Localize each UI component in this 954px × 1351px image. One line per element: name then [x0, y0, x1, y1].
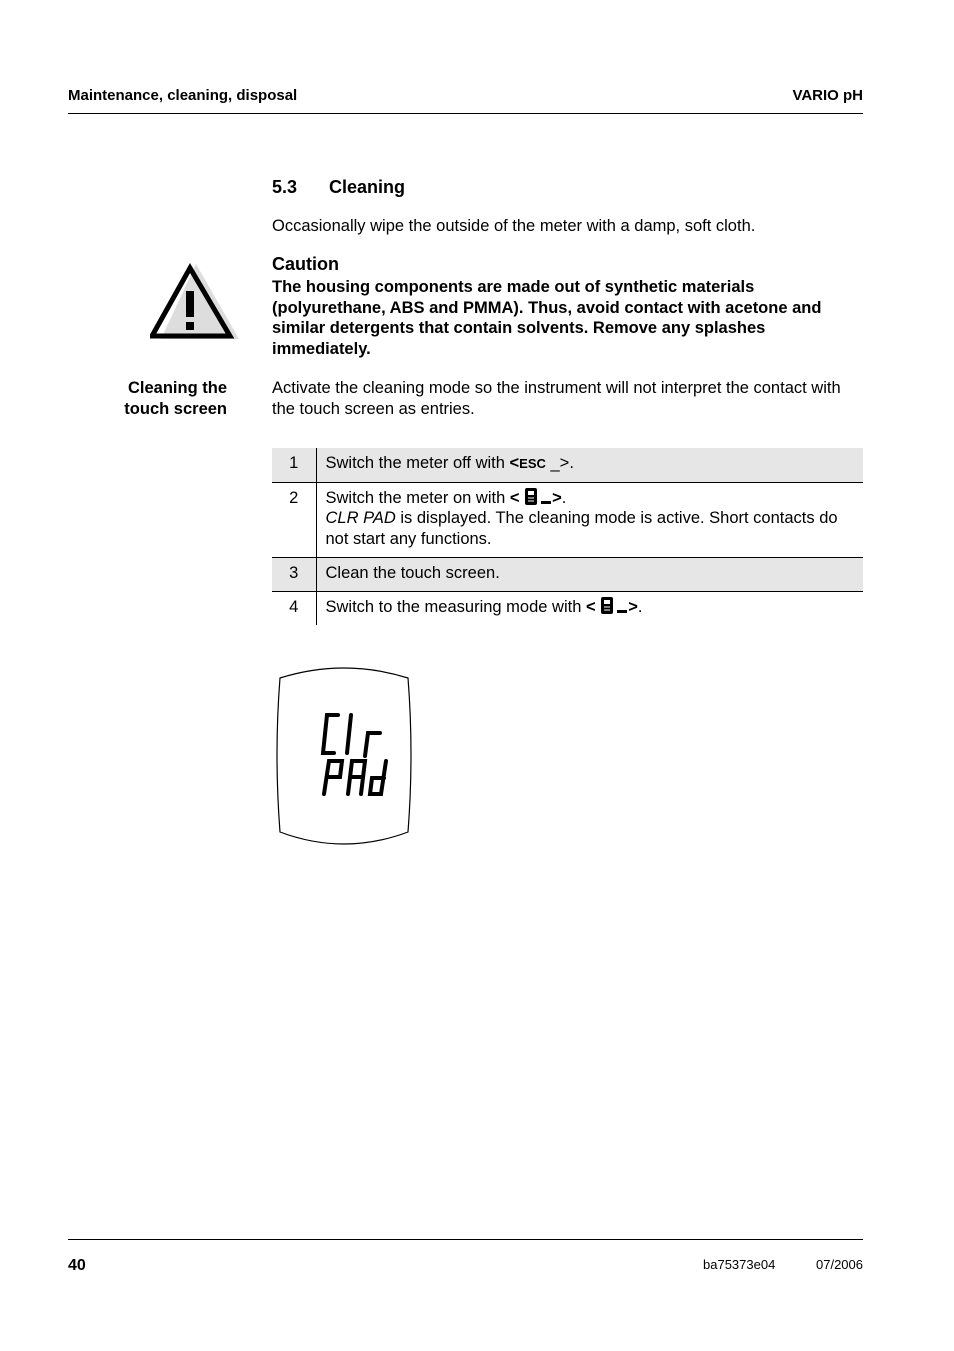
intro-paragraph: Occasionally wipe the outside of the meter with a damp, soft cloth. [272, 217, 756, 235]
on-off-key-icon [524, 488, 552, 506]
footer-rule [68, 1239, 863, 1240]
caution-title: Caution [272, 254, 339, 274]
step-row-1 [272, 448, 863, 482]
step-number: 4 [272, 591, 316, 625]
step-text-part: Switch the meter off with [325, 454, 510, 472]
section-heading [272, 177, 405, 198]
warning-triangle-icon [150, 260, 242, 342]
step-number: 3 [272, 557, 316, 591]
running-header-left: Maintenance, cleaning, disposal [68, 87, 298, 104]
step-text [316, 591, 863, 625]
step-text [316, 482, 863, 557]
step-text [316, 448, 863, 482]
on-off-key-icon [600, 597, 628, 615]
caution-text: The housing components are made out of synthetic materials (polyurethane, ABS and PMMA). Thus, avoid contact with acetone and similar detergents that contain solvents. Remove any splashes immediately. [272, 278, 822, 359]
key-bracket-close: > [552, 488, 562, 507]
step-text-end: . [637, 597, 643, 616]
display-name-text: CLR PAD [325, 509, 396, 528]
running-header-right: VARIO pH [792, 87, 863, 104]
key-bracket-open: < [585, 597, 596, 616]
step-row-4 [272, 591, 863, 625]
step-text-end: . [569, 454, 574, 472]
step-text-part: Switch the meter on with [325, 488, 510, 507]
step-text-part: Switch to the measuring mode with [325, 597, 586, 616]
key-bracket-open: < [509, 488, 520, 507]
key-bracket-close: > [628, 597, 638, 616]
header-rule [68, 113, 863, 114]
document-date: 07/2006 [816, 1257, 863, 1272]
key-bracket-open: < [509, 454, 520, 472]
step-number: 2 [272, 482, 316, 557]
step-text-extra: is displayed. The cleaning mode is active. Short contacts do not start any functions. [325, 509, 838, 548]
step-text-end: . [561, 488, 567, 507]
section-title: Cleaning [329, 177, 406, 197]
step-text: Clean the touch screen. [325, 563, 500, 582]
cleaning-touch-label-line2: touch screen [124, 400, 227, 418]
step-number: 1 [272, 448, 316, 482]
key-bracket-close: _> [550, 454, 570, 472]
section-number: 5.3 [272, 177, 298, 197]
step-row-2 [272, 482, 863, 557]
steps-table [272, 448, 863, 625]
step-row-3 [272, 557, 863, 591]
cleaning-touch-label-line1: Cleaning the [127, 379, 227, 397]
esc-key-label: ESC [519, 456, 546, 471]
document-id: ba75373e04 [703, 1257, 776, 1272]
page-number: 40 [68, 1257, 86, 1274]
cleaning-touch-label [68, 378, 227, 420]
lcd-display-illustration [272, 660, 417, 854]
cleaning-touch-text: Activate the cleaning mode so the instrument will not interpret the contact with the touch screen as entries. [272, 379, 841, 418]
